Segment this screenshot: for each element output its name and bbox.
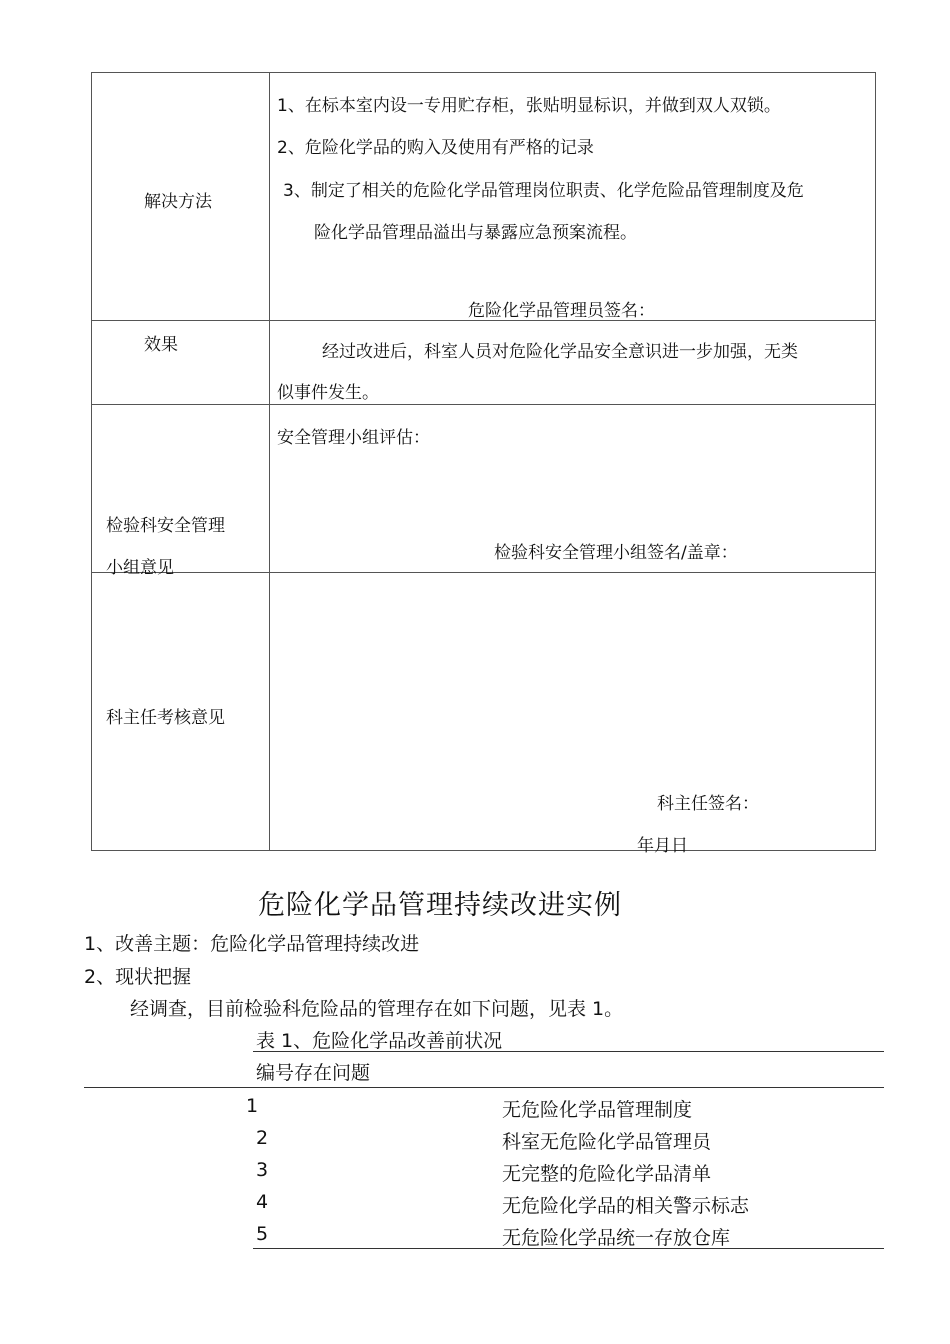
director-label: 科主任考核意见 xyxy=(106,708,225,728)
team-opinion-content-cell xyxy=(270,405,876,573)
team-signature: 检验科安全管理小组签名/盖章： xyxy=(494,543,738,563)
solution-item-2: 2、危险化学品的购入及使用有严格的记录 xyxy=(277,138,594,158)
effect-row xyxy=(92,321,876,405)
solution-row xyxy=(92,73,876,321)
team-opinion-label-2: 小组意见 xyxy=(106,558,174,578)
effect-content-cell xyxy=(270,321,876,405)
effect-label: 效果 xyxy=(144,335,178,355)
team-evaluation-label: 安全管理小组评估： xyxy=(277,428,430,448)
row-3-number: 3 xyxy=(256,1159,269,1181)
row-3-issue: 无完整的危险化学品清单 xyxy=(502,1163,712,1185)
table-caption: 表 1、危险化学品改善前状况 xyxy=(256,1030,503,1052)
solution-item-3-cont: 险化学品管理品溢出与暴露应急预案流程。 xyxy=(314,223,637,243)
effect-text-line1: 经过改进后，科室人员对危险化学品安全意识进一步加强，无类 xyxy=(322,342,798,362)
director-opinion-row xyxy=(92,573,876,851)
table-header-rule xyxy=(84,1087,884,1088)
solution-label-cell xyxy=(92,73,270,321)
row-2-number: 2 xyxy=(256,1127,269,1149)
table-header: 编号存在问题 xyxy=(256,1062,371,1084)
row-1-issue: 无危险化学品管理制度 xyxy=(502,1099,693,1121)
section-1-heading: 1、改善主题：危险化学品管理持续改进 xyxy=(84,933,420,955)
solution-item-1: 1、在标本室内设一专用贮存柜，张贴明显标识，并做到双人双锁。 xyxy=(277,96,781,116)
team-opinion-label-cell xyxy=(92,405,270,578)
solution-signature: 危险化学品管理员签名： xyxy=(468,301,655,321)
table-top-rule xyxy=(253,1051,884,1052)
row-5-number: 5 xyxy=(256,1223,269,1245)
row-1-number: 1 xyxy=(246,1095,259,1117)
effect-text-line2: 似事件发生。 xyxy=(277,383,379,403)
director-signature: 科主任签名： xyxy=(657,794,759,814)
incident-form-table xyxy=(91,72,876,856)
team-opinion-row xyxy=(92,405,876,573)
director-content-cell xyxy=(270,573,876,856)
solution-label: 解决方法 xyxy=(144,192,212,212)
solution-content-cell xyxy=(270,73,876,321)
director-label-cell xyxy=(92,573,270,851)
section-2-heading: 2、现状把握 xyxy=(84,966,192,988)
row-2-issue: 科室无危险化学品管理员 xyxy=(502,1131,712,1153)
row-5-issue: 无危险化学品统一存放仓库 xyxy=(502,1227,731,1249)
row-4-number: 4 xyxy=(256,1191,269,1213)
director-date: 年月日 xyxy=(637,836,688,856)
row-4-issue: 无危险化学品的相关警示标志 xyxy=(502,1195,750,1217)
table-bottom-rule xyxy=(253,1248,884,1249)
solution-item-3: 3、制定了相关的危险化学品管理岗位职责、化学危险品管理制度及危 xyxy=(283,181,804,201)
effect-label-cell xyxy=(92,321,270,405)
team-opinion-label-1: 检验科安全管理 xyxy=(106,516,225,536)
article-title: 危险化学品管理持续改进实例 xyxy=(258,890,622,921)
intro-paragraph: 经调查，目前检验科危险品的管理存在如下问题，见表 1。 xyxy=(130,998,624,1020)
